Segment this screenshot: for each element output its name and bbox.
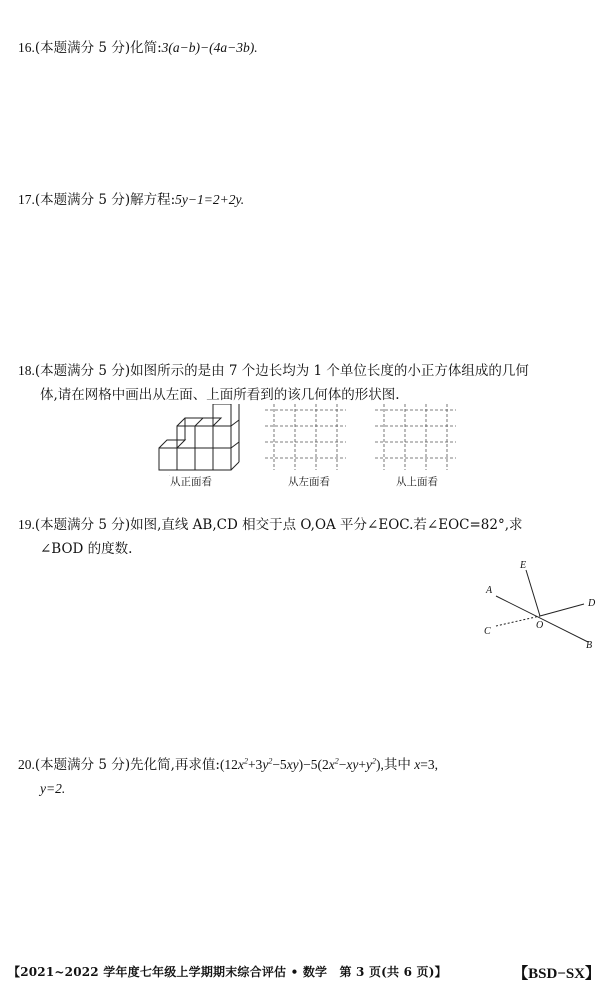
question-text-line2: ∠BOD 的度数.	[40, 541, 133, 557]
question-number: 18.	[18, 363, 35, 378]
footer-code: 【BSD−SX】	[513, 966, 600, 982]
intersecting-lines-diagram	[478, 560, 598, 655]
solid-cube-drawing	[159, 404, 239, 470]
page-footer	[8, 963, 600, 983]
question-text-line1: 如图所示的是由 7 个边长均为 1 个单位长度的小正方体组成的几何	[130, 363, 529, 379]
question-score: (本题满分 5 分)	[34, 517, 131, 533]
line-ab	[496, 596, 588, 642]
question-text-line1: 如图,直线 AB,CD 相交于点 O,OA 平分∠EOC.若∠EOC=82°,求	[130, 517, 523, 533]
question-text-line2: y=2.	[40, 781, 66, 796]
question-score: (本题满分 5 分)	[34, 757, 131, 773]
question-score: (本题满分 5 分)	[34, 192, 131, 208]
caption-left-view: 从左面看	[288, 476, 330, 488]
line-od	[540, 604, 584, 616]
question-number: 17.	[18, 192, 35, 207]
point-label-e: E	[520, 560, 527, 571]
point-label-d: D	[588, 598, 596, 609]
left-view-grid	[265, 404, 346, 470]
question-expression: 5y−1=2+2y.	[175, 192, 245, 207]
point-label-b: B	[586, 640, 593, 651]
question-20: 20.(本题满分 5 分)先化简,再求值$:(12x^2+3y^2-5xy)-5(2x^2-xy+y^2)$,其中 x=3, y=2.	[18, 753, 600, 801]
question-instruction: 先化简,再求值:	[130, 757, 220, 773]
footer-exam-info: 【2021~2022 学年度七年级上学期期末综合评估 • 数学 第 3 页(共 6 页)】	[8, 965, 447, 979]
point-label-a: A	[486, 585, 493, 596]
caption-top-view: 从上面看	[396, 476, 438, 488]
question-number: 20.	[18, 757, 35, 772]
question-16	[18, 36, 600, 60]
question-instruction: 化简:	[130, 40, 162, 56]
question-19	[18, 513, 600, 561]
top-view-grid	[375, 404, 456, 470]
cube-views-diagram	[150, 404, 470, 476]
question-number: 19.	[18, 517, 35, 532]
question-18	[18, 359, 600, 407]
question-expression: $(12x^2+3y^2-5xy)-5(2x^2-xy+y^2)$	[219, 756, 381, 772]
angle-figure	[478, 560, 598, 659]
cube-figure-group	[150, 404, 470, 488]
point-label-o: O	[536, 620, 544, 631]
question-score: (本题满分 5 分)	[34, 363, 131, 379]
question-score: (本题满分 5 分)	[34, 40, 131, 56]
question-text-line2: 体,请在网格中画出从左面、上面所看到的该几何体的形状图.	[40, 387, 400, 403]
line-oc	[496, 616, 540, 626]
question-expression: 3(a−b)−(4a−3b).	[161, 40, 258, 55]
ray-oe	[526, 570, 540, 616]
caption-front-view: 从正面看	[170, 476, 212, 488]
point-label-c: C	[484, 626, 491, 637]
question-17	[18, 188, 600, 212]
question-number: 16.	[18, 40, 35, 55]
question-instruction: 解方程:	[130, 192, 176, 208]
